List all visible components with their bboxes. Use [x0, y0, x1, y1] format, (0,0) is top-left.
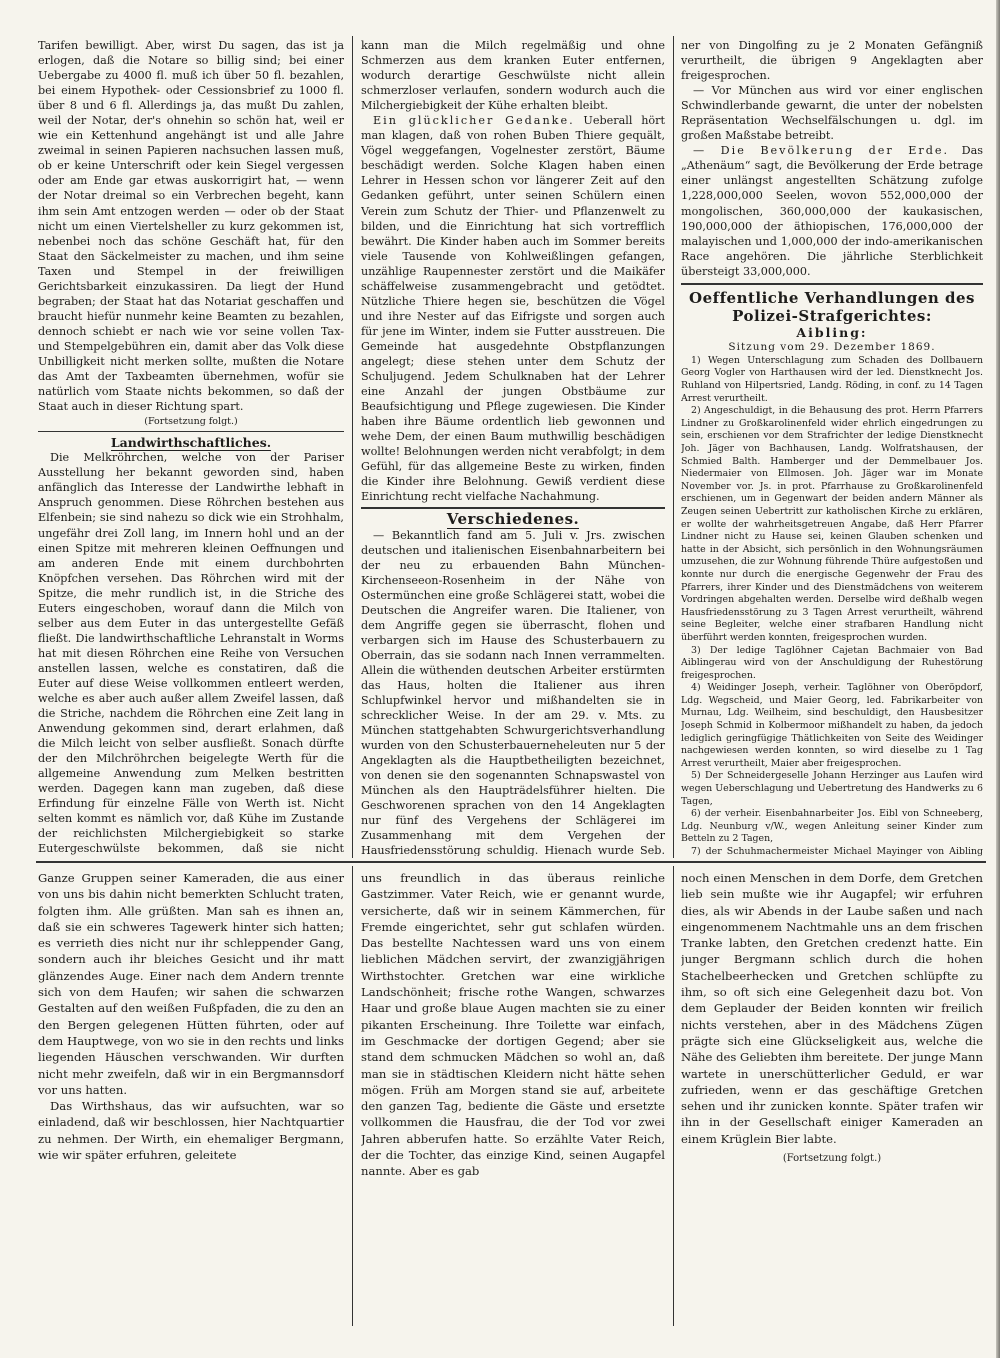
feuilleton-column-3: [681, 870, 983, 1325]
page-edge: [996, 0, 1000, 1358]
court-item: 4) Weidinger Joseph, verheir. Taglöhner von Oberöpdorf, Ldg. Wegscheid, und Maier Georg, led. Fabrikarbeiter von Murnau, Ldg. Weilheim, sind beschuldigt, den Hausbesitzer Joseph Schmid in Kolbermoor mißhandelt zu haben, da jedoch lediglich geringfügige Thätlichkeiten von Seite des Weidinger nachgewiesen werden konnten, so wird dieselbe zu 1 Tag Arrest verurtheilt, Maier aber freigesprochen.: [681, 682, 983, 769]
feuilleton-text: uns freundlich in das überaus reinliche Gastzimmer. Vater Reich, wie er genannt wurde, versicherte, daß wir in seinem Kämmerchen, für Fremde eingerichtet, sehr gut schlafen würden. Das bestellte Nachtessen ward uns von einem lieblichen Mädchen servirt, der zwanzigjährigen Wirthstochter. Gretchen war eine wirkliche Landschönheit; frische rothe Wangen, schwarzes Haar und große blaue Augen machten sie zu einer pikanten Erscheinung. Ihre Toilette war einfach, im Geschmacke der dortigen Gegend; aber sie stand dem schmucken Mädchen so wohl an, daß man sie in städtischen Kleidern nicht hätte sehen mögen. Früh am Morgen stand sie auf, arbeitete den ganzen Tag, bediente die Gäste und ersetzte vollkommen die Hausfrau, die der Tod vor zwei Jahren abberufen hatte. So erzählte Vater Reich, der die Tochter, das einzige Kind, seinen Augapfel nannte. Aber es gab: [361, 871, 665, 1179]
column-rule: [352, 866, 353, 1326]
session-date: Sitzung vom 29. Dezember 1869.: [728, 340, 936, 353]
column-3: [681, 38, 983, 856]
court-item: 2) Angeschuldigt, in die Behausung des prot. Herrn Pfarrers Lindner zu Großkarolinenfeld wider ehrlich eingedrungen zu sein, erschienen vor dem Strafrichter der ledige Dienstknecht Joh. Jäger von Bachhausen, Landg. Wolfratshausen, der Schmied Balth. Hamberger und der Demmelbauer Jos. Niedermaier von Ellmosen. Joh. Jäger war im Monate November vor. Js. in prot. Pfarrhause zu Großkarolinenfeld erschienen, um in Gegenwart der beiden andern Männer als Zeugen seinen Uebertritt zur katholischen Kirche zu erklären, er wollte der wahrheitsgetreuen Angabe, daß Herr Pfarrer Lindner nicht zu Hause sei, keinen Glauben schenken und hatte in der Absicht, sich persönlich in den Wohnungsräumen umzusehen, die zur Wohnung führende Thüre aufgestoßen und konnte nur durch die energische Gegenwehr der Frau des Pfarrers, ihrer Kinder und des Dienstmädchens von weiterem Vordringen abgehalten werden. Derselbe wird deßhalb wegen Hausfriedensstörung zu 3 Tagen Arrest verurtheilt, während seine Begleiter, welche einer strafbaren Handlung nicht überführt werden konnten, freigesprochen wurden.: [681, 405, 983, 643]
feuilleton-text: Das Wirthshaus, das wir aufsuchten, war so einladend, daß wir beschlossen, hier Nachtquartier zu nehmen. Der Wirth, ein ehemaliger Bergmann, wie wir später erfuhren, geleitete: [38, 1099, 344, 1163]
court-item: 3) Der ledige Taglöhner Cajetan Bachmaier von Bad Aiblingerau wird von der Anschuldigung der Ruhestörung freigesprochen.: [681, 644, 983, 681]
article-gedanke: [361, 113, 665, 504]
column-rule: [673, 866, 674, 1326]
section-heading-landwirthschaft: Landwirthschaftliches.: [110, 435, 272, 451]
court-item: 6) der verheir. Eisenbahnarbeiter Jos. Eibl von Schneeberg, Ldg. Neunburg v/W., wegen Anleitung seiner Kinder zum Betteln zu 2 Tagen,: [681, 808, 983, 845]
article-gedanke-title: Ein glücklicher Gedanke.: [373, 114, 575, 128]
column-1: [38, 38, 344, 856]
article-bevoelkerung-text: Das „Athenäum“ sagt, die Bevölkerung der Erde betrage einer unlängst angestellten Schätzung zufolge 1,228,000,000 Seelen, wovon 552,000,000 der mongolischen, 360,000,000 der kaukasischen, 190,000,000 der äthiopischen, 176,000,000 der malayischen und 1,000,000 der indo-amerikanischen Race angehören. Die jährliche Sterblichkeit übersteigt 33,000,000.: [681, 144, 983, 278]
court-items-list: [681, 355, 983, 856]
section-subheading-aibling: Aibling:: [796, 324, 868, 340]
feuilleton-column-1: [38, 870, 344, 1325]
continued-note: (Fortsetzung folgt.): [782, 1153, 882, 1165]
column-2: [361, 38, 665, 856]
feuilleton-text: Ganze Gruppen seiner Kameraden, die aus einer von uns bis dahin nicht bemerkten Schlucht traten, folgten ihm. Alle grüßten. Man sah es ihnen an, daß sie ein schweres Tagewerk hinter sich hatten; es verrieth dies nicht nur ihr schleppender Gang, sondern auch ihr bleiches Gesicht und ihr matt glänzendes Auge. Einer nach dem Andern trennte sich von dem Haufen; wir sahen die schwarzen Gestalten auf den weißen Fußpfaden, die zu den an den Bergen gelegenen Hütten führten, oder auf dem Hauptwege, von wo sie in den rechts und links liegenden Häuschen verschwanden. Wir durften nicht mehr zweifeln, daß wir in ein Bergmannsdorf vor uns hatten.: [38, 871, 344, 1097]
article-schlaegerei-text: — Bekanntlich fand am 5. Juli v. Jrs. zwischen deutschen und italienischen Eisenbahnarbeitern bei der neu zu erbauenden Bahn München-Kirchenseeon-Rosenheim in der Nähe von Ostermünchen eine große Schlägerei statt, wobei die Deutschen die Angreifer waren. Die Italiener, von dem Angriffe gegen sie überrascht, flohen und verbargen sich im Hause des Schusterbauern zu Oberrain, das sie sodann nach Innen verrammelten. Allein die wüthenden deutschen Arbeiter erstürmten das Haus, holten die Italiener aus ihren Schlupfwinkel hervor und mißhandelten sie in schrecklicher Weise. In der am 29. v. Mts. zu München stattgehabten Schwurgerichtsverhandlung wurden von den Schusterbauerneheleuten nur 5 der Angeklagten als die Hauptbetheiligten bezeichnet, von denen sie den sogenannten Schnapswastel von München als den Haupträdelsführer hielten. Die Geschworenen sprachen von den 14 Angeklagten nur fünf des Vergehens der Schlägerei im Zusammenhang mit dem Vergehen der Hausfriedensstörung schuldig. Hienach wurde Seb.: [361, 528, 665, 856]
article-gedanke-text: Ueberall hört man klagen, daß von rohen Buben Thiere gequält, Vögel weggefangen, Vogelnester zerstört, Bäume beschädigt werden. Solche Klagen haben einen Lehrer in Hessen schon vor längerer Zeit auf den Gedanken geführt, unter seinen Schülern einen Verein zum Schutz der Thier- und Pflanzenwelt zu bilden, und die Einrichtung hat sich vortrefflich bewährt. Die Kinder haben auch im Sommer bereits viele Tausende von Kohlweißlingen gefangen, unzählige Raupennester zerstört und die Maikäfer schäffelweise zusammengebracht und getödtet. Nützliche Thiere hegen sie, beschützen die Vögel und ihre Nester auf das Eifrigste und sorgen auch für jene im Winter, indem sie Futter ausstreuen. Die Gemeinde hat ausgedehnte Obstpflanzungen angelegt; diese stehen unter dem Schutz der Schuljugend. Jedem Schulknaben hat der Lehrer eine Anzahl der jungen Obstbäume zur Beaufsichtigung und Pflege zugewiesen. Die Kinder haben ihre Bäume ordentlich lieb gewonnen und wehe Dem, der einen Baum muthwillig beschädigen wollte! Belohnungen werden nicht verabfolgt; in dem Gefühl, für das allgemeine Beste zu wirken, finden die Kinder ihre Belohnung. Gewiß verdient diese Einrichtung recht vielfache Nachahmung.: [361, 114, 665, 504]
divider: [38, 431, 344, 432]
column-rule: [352, 36, 353, 858]
article-melkroehrchen-text: Die Melkröhrchen, welche von der Pariser Ausstellung her bekannt geworden sind, haben anfänglich das Interesse der Landwirthe lebhaft in Anspruch genommen. Diese Röhrchen bestehen aus Elfenbein; sie sind nahezu so dick wie ein Strohhalm, ungefähr drei Zoll lang, im Innern hohl und an der einen Spitze mit mehreren kleinen Oeffnungen und am anderen Ende mit einem durchbohrten Knöpfchen versehen. Das Röhrchen wird mit der Spitze, die mehr rundlich ist, in die Striche des Euters eingeschoben, worauf dann die Milch von selber aus dem Euter in das untergestellte Gefäß fließt. Die landwirthschaftliche Lehranstalt in Worms hat mit diesen Röhrchen eine Reihe von Versuchen anstellen lassen, welche es constatiren, daß die Euter auf diese Weise vollkommen entleert werden, welche es aber auch außer allem Zweifel lassen, daß die Striche, nachdem die Röhrchen eine Zeit lang in Anwendung gekommen sind, derart erlahmen, daß die Milch leicht von selber ausfließt. Sonach dürfte der den Milchröhrchen beigelegte Werth für die allgemeine Anwendung zum Melken bestritten werden. Dagegen kann man zugeben, daß diese Erfindung für einzelne Fälle von Werth ist. Nicht selten kommt es nämlich vor, daß Kühe im Zustande der reichlichsten Milchergiebigkeit so starke Eutergeschwülste bekommen, daß sie nicht: [38, 451, 344, 856]
feuilleton-column-2: [361, 870, 665, 1325]
court-item: 1) Wegen Unterschlagung zum Schaden des Dollbauern Georg Vogler von Harthausen wird der led. Dienstknecht Jos. Ruhland von Hilpertsried, Landg. Röding, in conf. zu 14 Tagen Arrest verurtheilt.: [681, 354, 983, 404]
article-bevoelkerung-title: — Die Bevölkerung der Erde.: [693, 144, 950, 158]
section-heading-polizei: Oeffentliche Verhandlungen des Polizei-Strafgerichtes:: [689, 288, 975, 325]
divider: [681, 283, 983, 285]
continued-note: (Fortsetzung folgt.): [144, 416, 238, 428]
divider: [361, 507, 665, 509]
court-item: 7) der Schuhmachermeister Michael Mayinger von Aibling: [691, 846, 983, 856]
feuilleton-separator: [36, 861, 986, 863]
column-rule: [673, 36, 674, 858]
article-milch-end: kann man die Milch regelmäßig und ohne Schmerzen aus dem kranken Euter entfernen, wodurch derartige Geschwülste nicht allein schmerzloser verlaufen, sondern wodurch auch die Milchergiebigkeit der Kühe erhalten bleibt.: [361, 39, 665, 113]
article-schwindlerbande: — Vor München aus wird vor einer englischen Schwindlerbande gewarnt, die unter der nobelsten Repräsentation Wechselfälschungen u. dgl. im großen Maßstabe betreibt.: [681, 84, 983, 143]
article-notariat-text: Tarifen bewilligt. Aber, wirst Du sagen, das ist ja erlogen, daß die Notare so billig sind; bei einer Uebergabe zu 4000 fl. muß ich über 50 fl. bezahlen, bei einem Hypothek- oder Cessionsbrief zu 1000 fl. über 8 und 6 fl. Allerdings ja, das mußt Du zahlen, weil der Notar, der's ohnehin so schön hat, weil er wie ein Kettenhund angehängt ist und alle Jahre zweimal in seinen Papieren nachsuchen lassen muß, ob er keine Unterschrift oder kein Siegel vergessen oder am Ende gar etwas auskorrigirt hat, — wenn der Notar dreimal so ein Verbrechen begeht, kann ihm sein Amt entzogen werden — oder ob der Staat nicht um einen Viertelsheller zu kurz gekommen ist, nebenbei noch das schöne Geschäft hat, für den Staat den Säckelmeister zu machen, und ihm seine Taxen und Stempel in der freiwilligen Gerichtsbarkeit einzukassiren. Da liegt der Hund begraben; der Staat hat das Notariat geschaffen und braucht hiefür nunmehr keine Beamten zu bezahlen, dennoch schiebt er nach wie vor seine vollen Tax- und Stempelgebühren ein, damit aber das Volk diese Unbilligkeit nicht merken sollte, mußten die Notare das Amt der Taxbeamten übernehmen, wofür sie natürlich vom Staate nichts bekommen, so daß der Staat auch in dieser Richtung spart.: [38, 39, 344, 414]
feuilleton-text: noch einen Menschen in dem Dorfe, dem Gretchen lieb sein mußte wie ihr Augapfel; wir erfuhren dies, als wir Abends in der Laube saßen und nach eingenommenem Nachtmahle uns an dem frischen Tranke labten, den Gretchen credenzt hatte. Ein junger Bergmann schlich durch die hohen Stachelbeerhecken und Gretchen schlüpfte zu ihm, so oft sich eine Gelegenheit dazu bot. Von dem Geplauder der Beiden konnten wir freilich nichts verstehen, aber in des Mädchens Zügen prägte sich eine Glückseligkeit aus, welche die Nähe des Geliebten ihm bereitete. Der junge Mann wartete in unerschütterlicher Geduld, er war zufrieden, wenn er das geschäftige Gretchen sehen und ihr zunicken konnte. Später trafen wir ihn in der Gesellschaft einiger Kameraden an einem Krüglein Bier labte.: [681, 871, 983, 1146]
court-item: 5) Der Schneidergeselle Johann Herzinger aus Laufen wird wegen Ueberschlagung und Uebertretung des Handwerks zu 6 Tagen,: [681, 770, 983, 807]
section-heading-verschiedenes: Verschiedenes.: [446, 510, 580, 529]
article-bevoelkerung: [681, 143, 983, 278]
article-brunner-end: ner von Dingolfing zu je 2 Monaten Gefängniß verurtheilt, die übrigen 9 Angeklagten aber freigesprochen.: [681, 39, 983, 83]
